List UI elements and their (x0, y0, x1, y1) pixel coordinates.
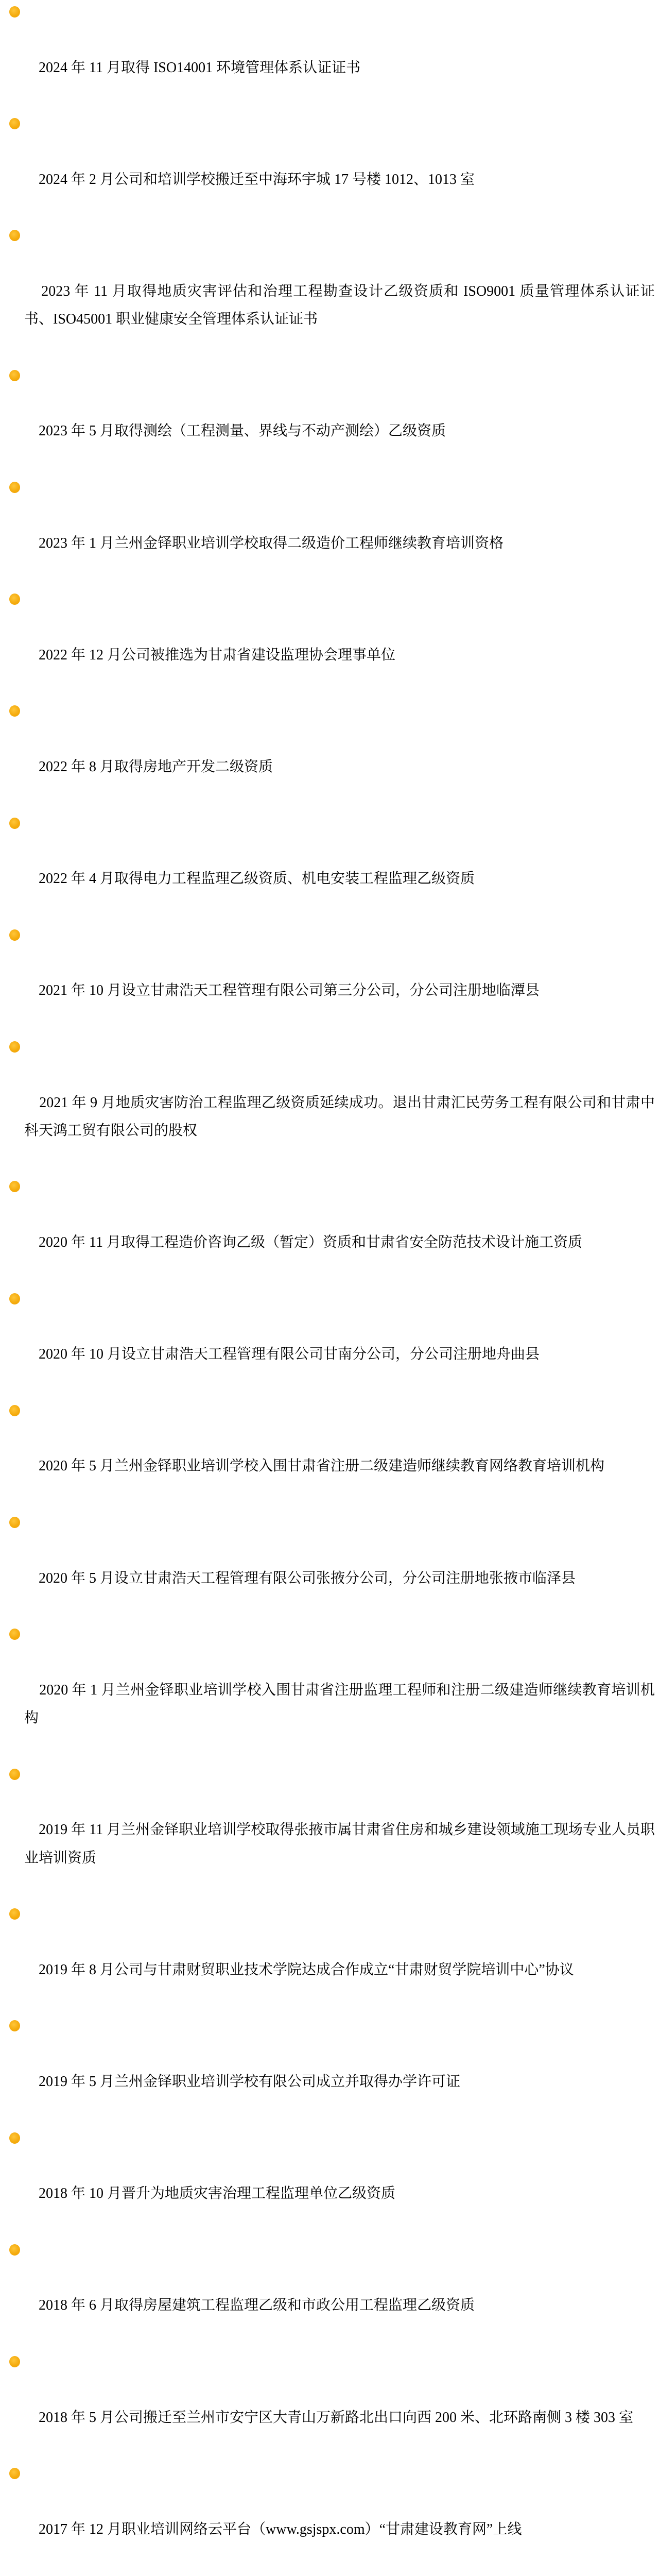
timeline-item (9, 2236, 655, 2348)
timeline-item-text: 2019 年 11 月兰州金铎职业培训学校取得张掖市属甘肃省住房和城乡建设领域施工现场专业人员职业培训资质 (24, 1822, 655, 1866)
timeline-item-text: 2017 年 12 月职业培训网络云平台（www.gsjspx.com）“甘肃建设教育网”上线 (39, 2521, 522, 2537)
timeline-item (9, 2012, 655, 2124)
timeline-item (9, 473, 655, 585)
timeline-item-text: 2022 年 8 月取得房地产开发二级资质 (39, 759, 273, 775)
timeline-item-text: 2018 年 10 月晋升为地质灾害治理工程监理单位乙级资质 (39, 2185, 396, 2202)
bullet-dot-icon (9, 118, 20, 129)
bullet-dot-icon (9, 482, 20, 493)
timeline-item-text: 2020 年 5 月设立甘肃浩天工程管理有限公司张掖分公司，分公司注册地张掖市临泽县 (39, 1570, 576, 1586)
timeline-item-text: 2021 年 10 月设立甘肃浩天工程管理有限公司第三分公司，分公司注册地临潭县 (39, 982, 540, 999)
timeline-item (9, 0, 655, 110)
bullet-dot-icon (9, 705, 20, 717)
timeline-item (9, 585, 655, 697)
timeline-item-text: 2021 年 9 月地质灾害防治工程监理乙级资质延续成功。退出甘肃汇民劳务工程有限公司和甘肃中科天鸿工贸有限公司的股权 (24, 1094, 655, 1139)
timeline-item (9, 1285, 655, 1397)
bullet-dot-icon (9, 1405, 20, 1416)
timeline-item-text: 2020 年 10 月设立甘肃浩天工程管理有限公司甘南分公司，分公司注册地舟曲县 (39, 1346, 540, 1363)
timeline-item (9, 1620, 655, 1760)
timeline-item-text: 2018 年 6 月取得房屋建筑工程监理乙级和市政公用工程监理乙级资质 (39, 2297, 475, 2314)
timeline-item (9, 1033, 655, 1173)
timeline-item-text: 2020 年 11 月取得工程造价咨询乙级（暂定）资质和甘肃省安全防范技术设计施工资质 (39, 1234, 582, 1251)
bullet-dot-icon (9, 1769, 20, 1780)
bullet-dot-icon (9, 818, 20, 829)
timeline-item-text: 2022 年 12 月公司被推选为甘肃省建设监理协会理事单位 (39, 647, 396, 663)
bullet-dot-icon (9, 230, 20, 241)
bullet-dot-icon (9, 929, 20, 941)
bullet-dot-icon (9, 2132, 20, 2144)
bullet-dot-icon (9, 370, 20, 381)
timeline-item (9, 110, 655, 222)
bullet-dot-icon (9, 1908, 20, 1920)
timeline-item (9, 809, 655, 921)
timeline-item-text: 2024 年 2 月公司和培训学校搬迁至中海环宇城 17 号楼 1012、1013 室 (39, 171, 475, 188)
timeline-item-text: 2023 年 1 月兰州金铎职业培训学校取得二级造价工程师继续教育培训资格 (39, 535, 504, 551)
timeline-item-text: 2020 年 5 月兰州金铎职业培训学校入围甘肃省注册二级建造师继续教育网络教育培训机构 (39, 1458, 605, 1475)
bullet-dot-icon (9, 2020, 20, 2031)
bullet-dot-icon (9, 594, 20, 605)
timeline-item-text: 2022 年 4 月取得电力工程监理乙级资质、机电安装工程监理乙级资质 (39, 871, 475, 887)
bullet-dot-icon (9, 1041, 20, 1053)
timeline-item-text: 2019 年 5 月兰州金铎职业培训学校有限公司成立并取得办学许可证 (39, 2073, 461, 2090)
timeline-item (9, 2348, 655, 2460)
timeline-item-text: 2019 年 8 月公司与甘肃财贸职业技术学院达成合作成立“甘肃财贸学院培训中心”协议 (39, 1961, 574, 1978)
timeline-item (9, 1397, 655, 1509)
timeline-item (9, 1173, 655, 1284)
bullet-dot-icon (9, 1629, 20, 1640)
bullet-dot-icon (9, 1293, 20, 1304)
timeline-list (9, 0, 655, 2576)
timeline-item (9, 2124, 655, 2236)
timeline-item (9, 222, 655, 361)
timeline-item (9, 697, 655, 809)
bullet-dot-icon (9, 2356, 20, 2367)
timeline-item-text: 2023 年 11 月取得地质灾害评估和治理工程勘查设计乙级资质和 ISO9001 质量管理体系认证证书、ISO45001 职业健康安全管理体系认证证书 (24, 283, 655, 328)
timeline-item (9, 2571, 655, 2576)
timeline-item (9, 921, 655, 1033)
timeline-item-text: 2020 年 1 月兰州金铎职业培训学校入围甘肃省注册监理工程师和注册二级建造师继续教育培训机构 (24, 1682, 655, 1726)
timeline-item-text: 2023 年 5 月取得测绘（工程测量、界线与不动产测绘）乙级资质 (39, 423, 446, 439)
bullet-dot-icon (9, 6, 20, 18)
timeline-item-text: 2018 年 5 月公司搬迁至兰州市安宁区大青山万新路北出口向西 200 米、北环路南侧 3 楼 303 室 (39, 2409, 634, 2426)
bullet-dot-icon (9, 1517, 20, 1528)
timeline-item (9, 1900, 655, 2012)
timeline-item (9, 362, 655, 473)
bullet-dot-icon (9, 2468, 20, 2479)
timeline-item (9, 2460, 655, 2571)
timeline-item-text: 2024 年 11 月取得 ISO14001 环境管理体系认证证书 (39, 59, 361, 76)
timeline-item (9, 1509, 655, 1620)
bullet-dot-icon (9, 2244, 20, 2256)
bullet-dot-icon (9, 1181, 20, 1192)
timeline-item (9, 1760, 655, 1900)
